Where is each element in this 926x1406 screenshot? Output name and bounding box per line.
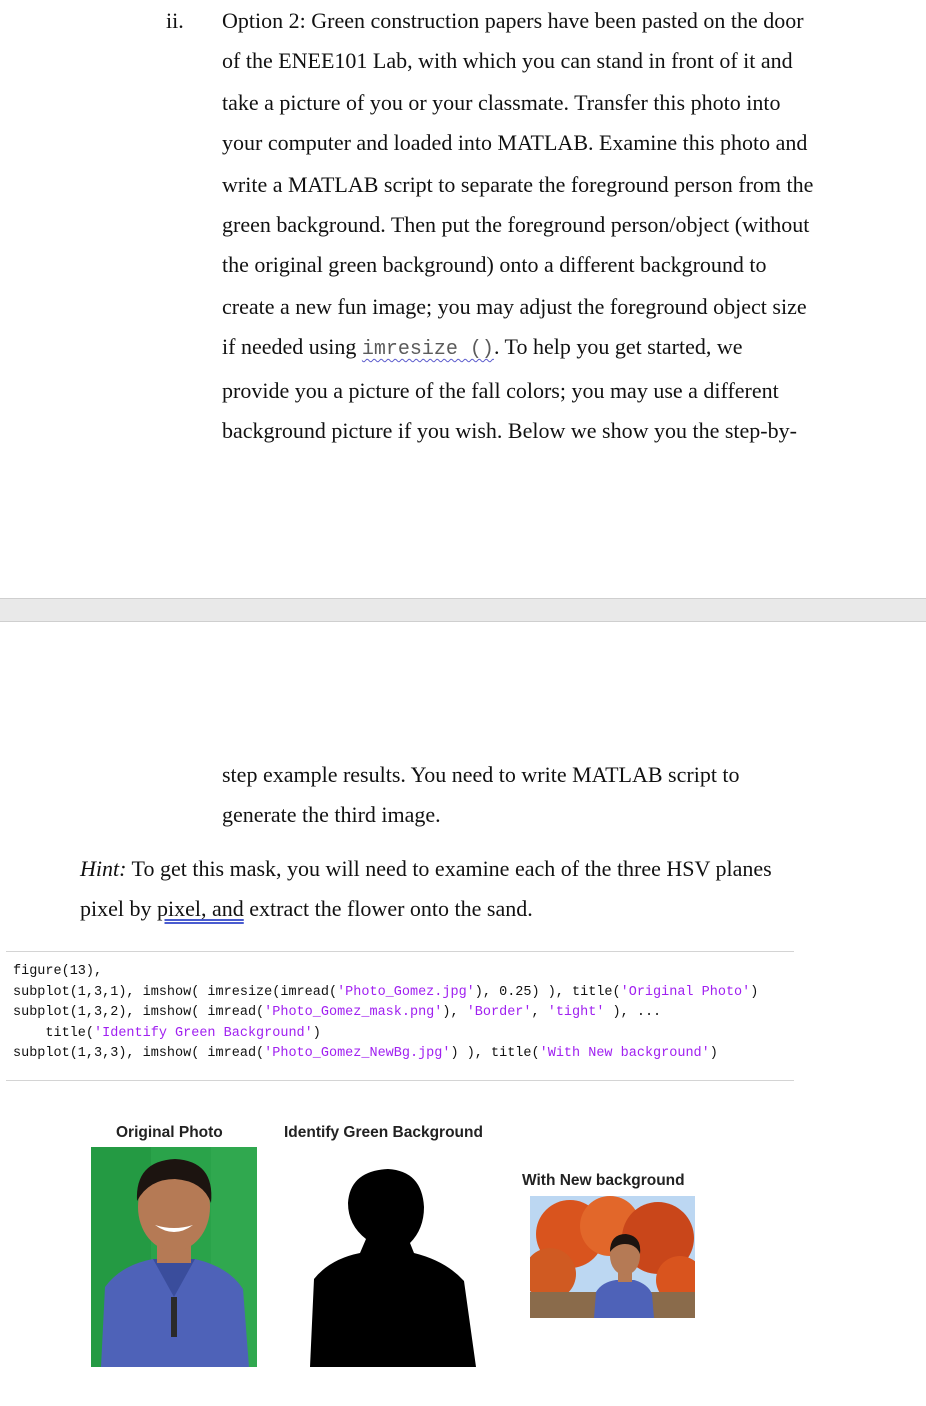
paragraph-line: green background. Then put the foreground person/object (without [222,212,810,237]
hint-text: extract the flower onto the sand. [243,896,533,921]
line-suffix: . To help you get started, we [493,334,743,359]
inline-code-imresize: imresize () [361,338,494,361]
paragraph-line: of the ENEE101 Lab, with which you can stand in front of it and [222,48,793,73]
line-prefix: if needed using [222,334,362,359]
new-background-composite [530,1196,695,1318]
code-line: subplot(1,3,2), imshow( imread('Photo_Gomez_mask.png'), 'Border', 'tight' ), ... [13,1005,662,1020]
paragraph-line: Option 2: Green construction papers have been pasted on the door [222,8,804,33]
paragraph-line: write a MATLAB script to separate the foreground person from the [222,172,814,197]
hint-label: Hint: [80,856,127,881]
code-line: figure(13), [13,964,103,979]
hint-underlined-text: pixel, and [157,896,244,921]
paragraph-line: the original green background) onto a different background to [222,252,767,277]
figure-title-new-background: With New background [522,1172,685,1189]
paragraph-line: background picture if you wish. Below we show you the step-by- [222,418,797,443]
code-line: subplot(1,3,1), imshow( imresize(imread('Photo_Gomez.jpg'), 0.25) ), title('Original Photo') [13,984,759,1000]
paragraph-line: provide you a picture of the fall colors; you may use a different [222,378,779,403]
paragraph-line: generate the third image. [222,802,441,827]
paragraph-line-with-code [222,334,743,361]
paragraph-line: step example results. You need to write MATLAB script to [222,762,740,787]
code-lines [13,962,758,1065]
hint-text: pixel by [80,896,157,921]
original-photo [91,1147,257,1367]
hint-line [80,896,533,922]
paragraph-line: create a new fun image; you may adjust the foreground object size [222,294,807,319]
paragraph-line: take a picture of you or your classmate. Transfer this photo into [222,90,781,115]
page-break-divider [0,598,926,622]
code-block [6,951,794,1081]
code-line: subplot(1,3,3), imshow( imread('Photo_Gomez_NewBg.jpg') ), title('With New background') [13,1046,718,1061]
figure-title-original: Original Photo [116,1124,223,1141]
hint-text: To get this mask, you will need to examine each of the three HSV planes [126,856,772,881]
figure-title-mask: Identify Green Background [284,1124,483,1141]
mask-silhouette [310,1167,476,1367]
paragraph-line: your computer and loaded into MATLAB. Examine this photo and [222,130,808,155]
list-numeral: ii. [166,8,184,33]
code-line: title('Identify Green Background') [13,1025,321,1041]
hint-line [80,856,772,882]
